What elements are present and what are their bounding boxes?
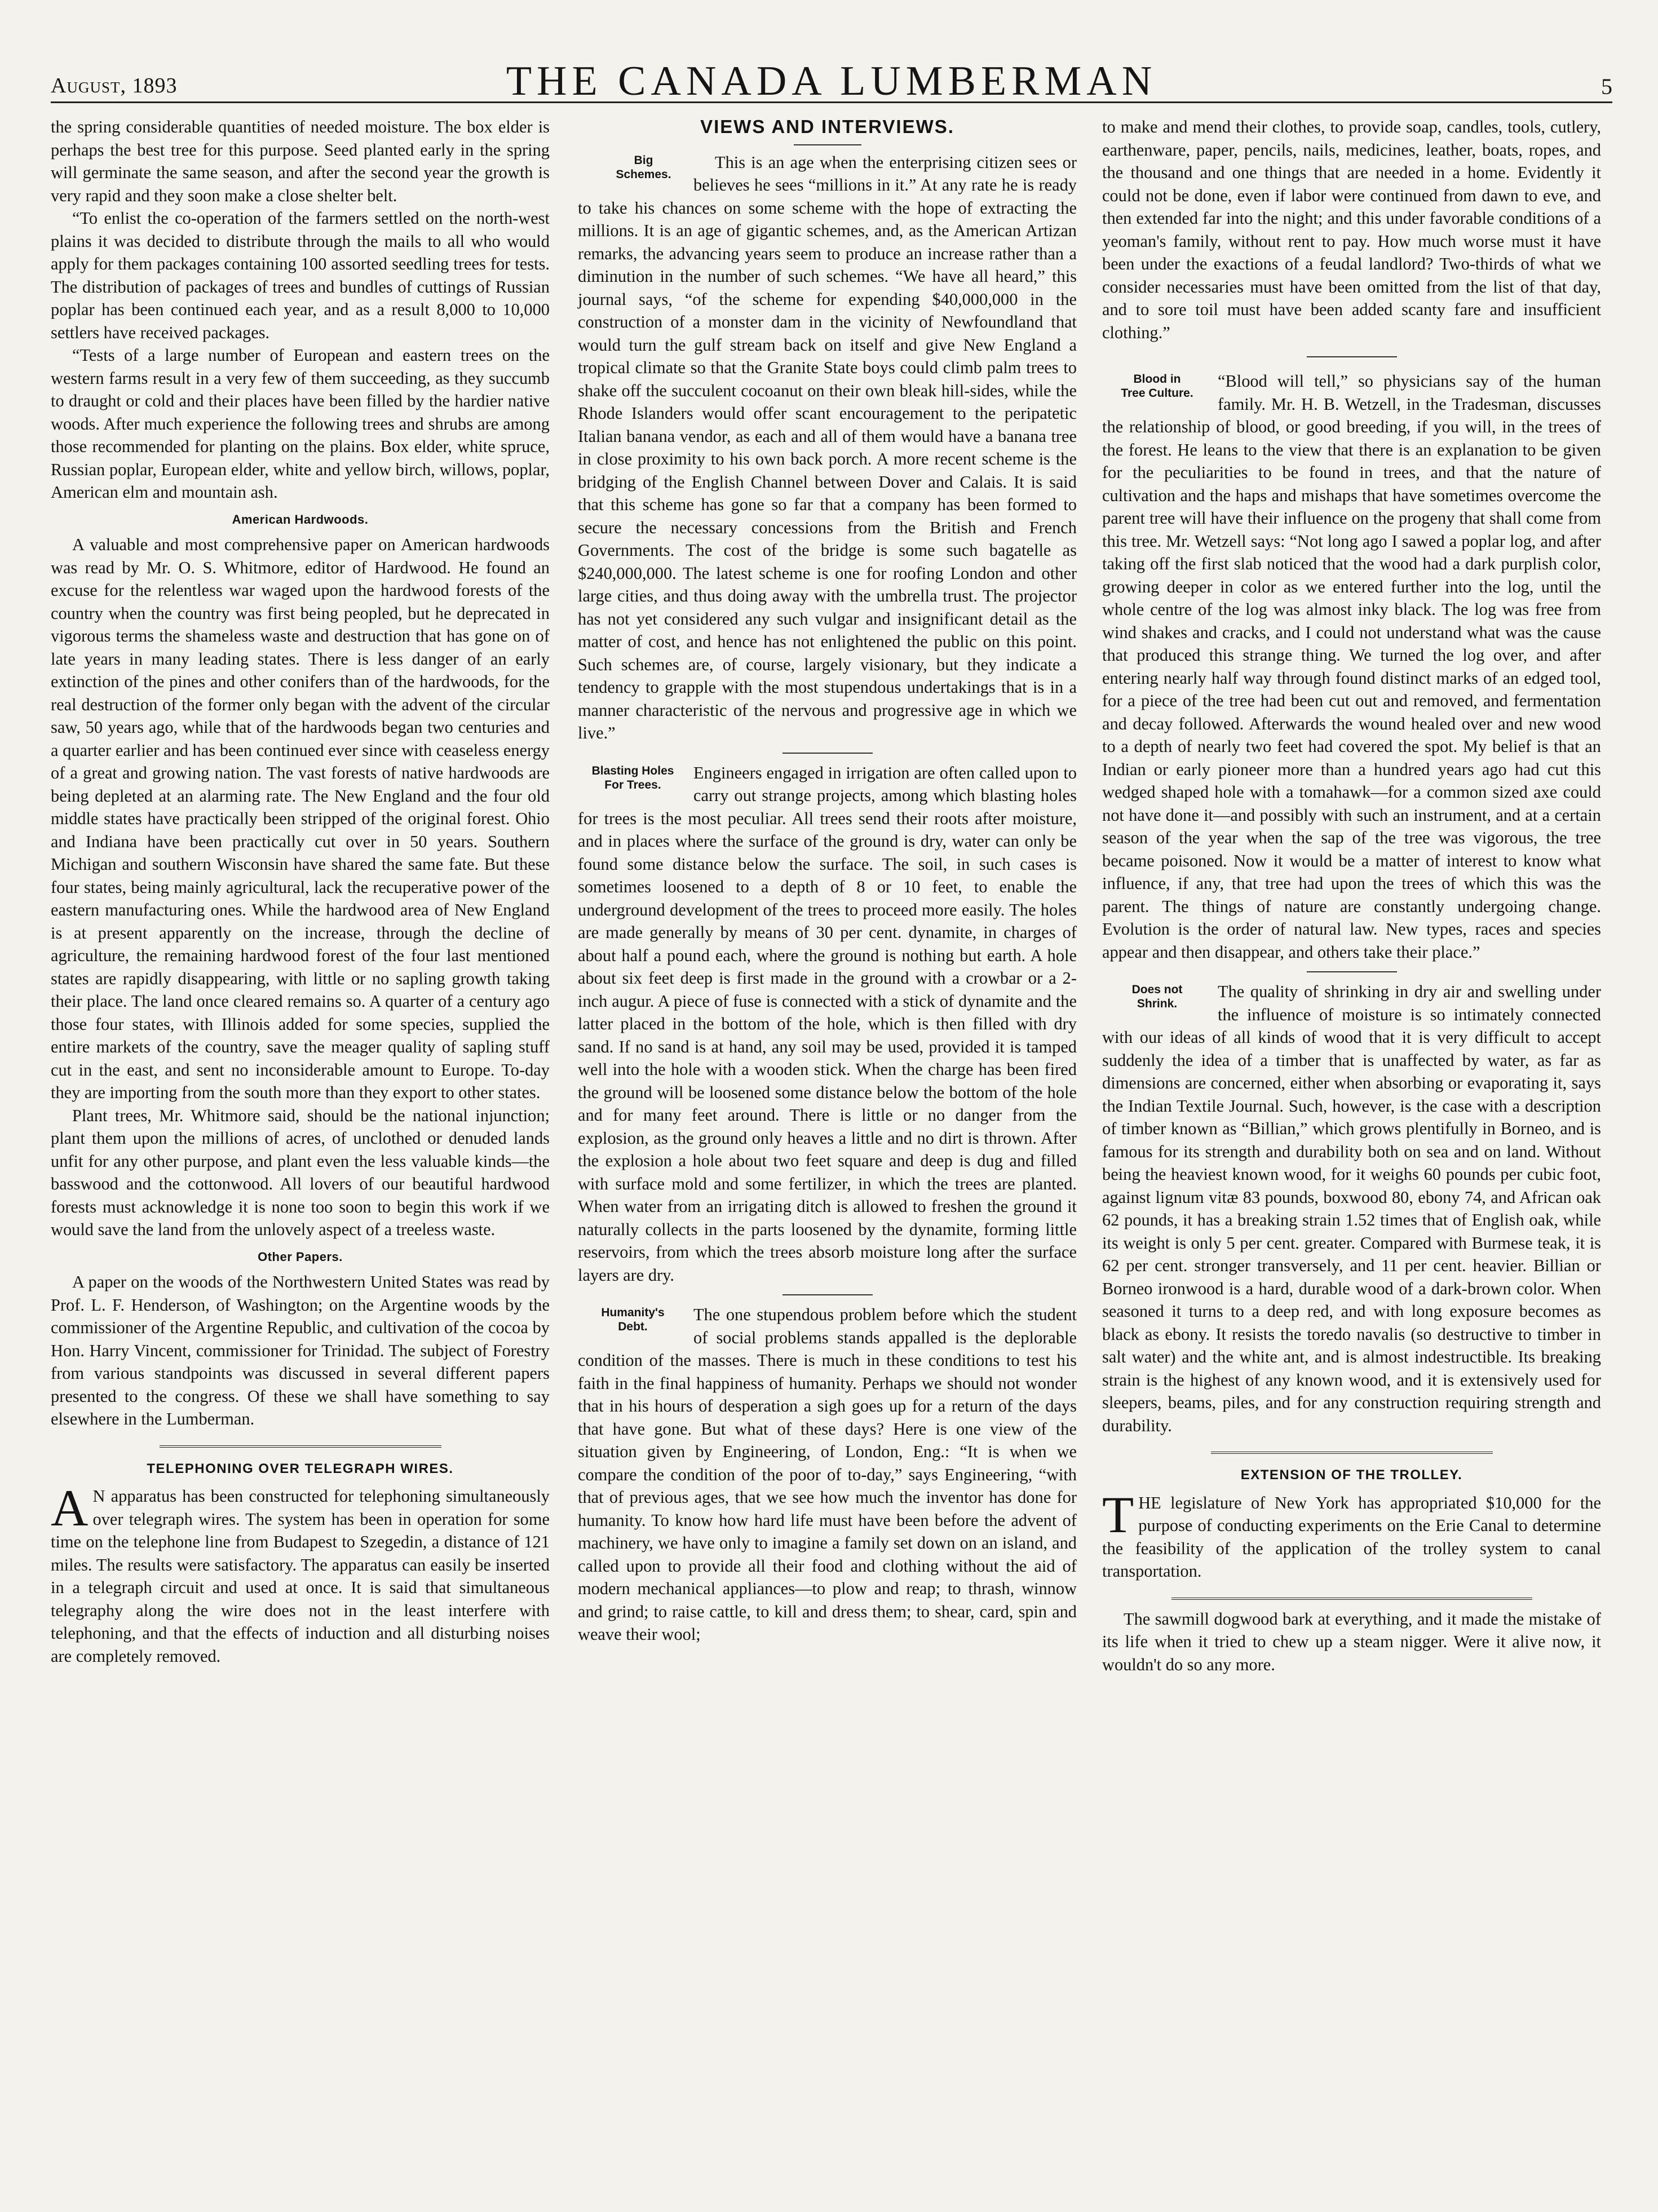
note-line: For Trees. [604, 778, 661, 791]
note-line: Shrink. [1137, 997, 1178, 1010]
margin-note-blasting-holes [578, 764, 688, 792]
column-1 [51, 116, 550, 1667]
item-divider [1307, 971, 1397, 972]
item-big-schemes [578, 151, 1077, 745]
note-line: Debt. [618, 1320, 648, 1333]
note-line: Does not [1131, 983, 1183, 996]
item-blasting-holes [578, 762, 1077, 1287]
item-blood-tree-culture [1102, 370, 1601, 963]
article-body-telephoning [51, 1479, 550, 1667]
note-line: Schemes. [616, 167, 671, 181]
item-does-not-shrink [1102, 980, 1601, 1437]
item-divider [1307, 356, 1397, 357]
paragraph: the spring considerable quantities of needed moisture. The box elder is perhaps the best tree for this purpose. Seed planted early in the spring will germinate the same season, and after the second year the growth is very rapid and they soon make a close shelter belt. [51, 117, 550, 205]
item-divider [782, 1294, 873, 1295]
column-3 [1102, 116, 1601, 1676]
item-text: The one stupendous problem before which the student of social problems stands appalled is the deplorable condition of the masses. There is much in these conditions to test his faith in the final happiness of humanity. Perhaps we should not wonder that in his hours of desperation a sigh goes up for a return of the days that have gone. But what of these days? Here is one view of the situation given by Engineering, of London, Eng.: “It is when we compare the condition of the poor of to-day,” says Engineering, “with that of previous ages, that we see how much the inventor has done for humanity. To know how hard life must have been before the advent of machinery, we have only to imagine a family set down on an island, and called upon to provide all their food and clothing without the aid of modern mechanical appliances—to plow and reap; to thrash, winnow and grind; to raise cattle, to kill and dress them; to shear, card, spin and weave their wool; [578, 1305, 1077, 1644]
title-rule [794, 144, 861, 145]
publication-title: THE CANADA LUMBERMAN [506, 58, 1157, 104]
note-line: Tree Culture. [1121, 387, 1193, 400]
item-text: “Blood will tell,” so physicians say of the human family. Mr. H. B. Wetzell, in the Tradesman, discusses the relationship of blood, or good breeding, if you will, in the trees of the forest. He leans to the view that there is an explanation to be given for the peculiarities to be found in trees, and that the nature of cultivation and the haps and mishaps that have sometimes overcome the parent tree will have their influence on the progeny that shall come from this tree. Mr. Wetzell says: “Not long ago I sawed a poplar log, and after taking off the first slab noticed that the wood had a dark purplish color, growing deeper in color as we entered further into the log, until the whole centre of the log was almost inky black. The log was free from wind shakes and cracks, and I could not understand what was the cause that produced this strange thing. We turned the log over, and after entering nearly half way through found distinct marks of an edged tool, for a piece of the tree had been cut out and removed, and fermentation and decay followed. Afterwards the wound healed over and new wood to a depth of nearly two feet had covered the spot. My belief is that an Indian or early pioneer more than a hundred years ago had cut this wedged shaped hole with a tomahawk—for a common sized axe could not have done it—and possibly with such an instrument, and at a certain season of the year when the sap of the tree was vigorous, the tree became poisoned. Now it would be a matter of interest to know what influence, if any, that tree had upon the trees of which this was the parent. The things of nature are constantly undergoing change. Evolution is the order of natural law. New types, races and species appear and then disappear, and others take their place.” [1102, 371, 1601, 962]
item-text: Engineers engaged in irrigation are often called upon to carry out strange projects, among which blasting holes for trees is the most peculiar. All trees send their roots after moisture, and in places where the surface of the ground is dry, water can only be found some distance below the surface. The soil, in such cases is sometimes loosened to a depth of 8 or 10 feet, to enable the underground development of the trees to proceed more easily. The holes are made generally by means of 30 per cent. dynamite, in charges of about half a pound each, where the ground is nothing but earth. A hole about six feet deep is first made in the ground with a crowbar or a 2-inch augur. A piece of fuse is connected with a stick of dynamite and the latter placed in the bottom of the hole, which is then filled with dry sand. If no sand is at hand, any soil may be used, provided it is tamped well into the hole with a wooden stick. When the charge has been fired the ground will be loosened some distance below the bottom of the hole and for many feet around. There is little or no danger from the explosion, as the ground only heaves a little and no dirt is thrown. After the explosion a hole about two feet square and deep is dug and filled with surface mold and some fertilizer, in which the trees are planted. When water from an irrigating ditch is allowed to freshen the ground it naturally collects in the parts loosened by the dynamite, forming little reservoirs, from which the trees absorb moisture long after the surface layers are dry. [578, 763, 1077, 1285]
issue-date: August, 1893 [51, 74, 178, 98]
article-body-trolley [1102, 1485, 1601, 1583]
note-line: Big [634, 153, 653, 167]
note-line: Blood in [1133, 373, 1181, 386]
paragraph-closing-item: The sawmill dogwood bark at everything, and it made the mistake of its life when it tried to chew up a steam nigger. Were it alive now, it wouldn't do so any more. [1102, 1609, 1601, 1674]
drop-cap: T [1102, 1485, 1134, 1543]
article-text: N apparatus has been constructed for telephoning simultaneously over telegraph wires. The system has been in operation for some time on the telephone line from Budapest to Szegedin, a distance of 121 miles. The results were satisfactory. The apparatus can easily be inserted in a telegraph circuit and used at once. It is said that simultaneous telegraphy along the wire does not in the least interfere with telephoning, and that the effects of induction and all disturbing noises are completely removed. [51, 1487, 550, 1666]
subheading-other-papers: Other Papers. [258, 1249, 343, 1264]
item-text: The quality of shrinking in dry air and swelling under the influence of moisture is so intimately connected with our ideas of all kinds of wood that it is very difficult to accept suddenly the idea of a timber that is unaffected by water, as far as dimensions are concerned, either when absorbing or evaporating it, says the Indian Textile Journal. Such, however, is the case with a description of timber known as “Billian,” which grows plentifully in Borneo, and is famous for its strength and durability both on sea and on land. Without being the heaviest known wood, for it weighs 60 pounds per cubic foot, against lignum vitæ 83 pounds, boxwood 80, ebony 74, and African oak 62 pounds, it has a breaking strain 1.52 times that of English oak, while its weight is only 5 per cent. greater. Compared with Burmese teak, it is 62 per cent. stronger transversely, and 11 per cent. heavier. Billian or Borneo ironwood is a hard, durable wood of a dark-brown color. When seasoned it turns to a deep red, and with long exposure becomes as black as ebony. It resists the toredo navalis (so destructive to timber in salt water) and the white ant, and is almost indestructible. Its breaking strain is the highest of any known wood, and it is extensively used for sleepers, beams, piles, and for any construction requiring strength and durability. [1102, 982, 1601, 1435]
page-number: 5 [1601, 74, 1612, 99]
paragraph: A paper on the woods of the Northwestern United States was read by Prof. L. F. Henderson, of Washington; on the Argentine woods by the commissioner of the Argentine Republic, and cultivation of the cocoa by Hon. Harry Vincent, commissioner for Trinidad. The subject of Forestry from various standpoints was discussed in several different papers presented to the congress. Of these we shall have something to say elsewhere in the Lumberman. [51, 1272, 550, 1428]
article-text: HE legislature of New York has appropriated $10,000 for the purpose of conducting experiments on the Erie Canal to determine the feasibility of the application of the trolley system to canal transportation. [1102, 1493, 1601, 1581]
masthead [51, 54, 1612, 105]
section-rule [1171, 1598, 1532, 1602]
margin-note-humanitys-debt [578, 1306, 688, 1334]
paragraph: “Tests of a large number of European and eastern trees on the western farms result in a very few of them succeeding, as they succumb to draught or cold and their places have been filled by the hardier native woods. After much experience the following trees and shrubs are among those recommended for planting on the plains. Box elder, white spruce, Russian poplar, European elder, white and yellow birch, willows, poplar, American elm and mountain ash. [51, 346, 550, 502]
margin-note-big-schemes [578, 153, 688, 182]
column-2 [578, 116, 1077, 1646]
note-line: Humanity's [601, 1306, 665, 1319]
margin-note-blood-tree-culture [1102, 372, 1212, 400]
paragraph: “To enlist the co-operation of the farmers settled on the north-west plains it was decided to distribute through the mails to all who would apply for them packages containing 100 assorted seedling trees for tests. The distribution of packages of trees and bundles of cuttings of Russian poplar has been continued each year, and as a result 8,000 to 10,000 settlers have received packages. [51, 209, 550, 342]
article-title-telephoning: TELEPHONING OVER TELEGRAPH WIRES. [147, 1461, 454, 1476]
item-text: This is an age when the enterprising citizen sees or believes he sees “millions in it.” At any rate he is ready to take his chances on some scheme with the hope of extracting the millions. It is an age of gigantic schemes, and, as the American Artizan remarks, the advancing years seem to produce an increase rather than a diminution in the number of such schemes. “We have all heard,” this journal says, “of the scheme for expending $40,000,000 in the construction of a monster dam in the vicinity of Newfoundland that would turn the gulf stream back on itself and give New England a tropical climate so that the Granite State boys could climb palm trees to shake off the succulent cocoanut on their own bleak hill-sides, while the Rhode Islanders would offer scant encouragement to the peripatetic Italian banana vendor, as each and all of them would have a banana tree in close proximity to his own back porch. A more recent scheme is the bridging of the English Channel between Dover and Calais. It is said that this scheme has gone so far that a company has been formed to secure the necessary concessions from the British and French Governments. The cost of the bridge is some such bagatelle as $240,000,000. The latest scheme is one for roofing London and other large cities, and thus doing away with the umbrella trust. The projector has not yet considered any such vulgar and insignificant detail as the matter of cost, and hence has not enlightened the public on this point. Such schemes are, of course, largely visionary, but they indicate a tendency to grapple with the most stupendous undertakings that is in a manner characteristic of the nervous and progressive age in which we live.” [578, 152, 1077, 742]
subheading-american-hardwoods: American Hardwoods. [232, 512, 369, 527]
section-title-views-interviews: VIEWS AND INTERVIEWS. [700, 116, 954, 137]
article-title-trolley: EXTENSION OF THE TROLLEY. [1240, 1467, 1463, 1483]
item-divider [782, 753, 873, 754]
note-line: Blasting Holes [591, 764, 674, 777]
section-rule [1211, 1452, 1493, 1456]
margin-note-does-not-shrink [1102, 983, 1212, 1011]
drop-cap: A [51, 1479, 89, 1537]
paragraph: A valuable and most comprehensive paper on American hardwoods was read by Mr. O. S. Whitmore, editor of Hardwood. He found an excuse for the relentless war waged upon the hardwood forests of the country when the country was first being peopled, but he deprecated in vigorous terms the shameless waste and destruction that has gone on of late years in many leading states. There is less danger of an early extinction of the pines and other conifers than of the hardwoods, for the real destruction of the former only began with the advent of the circular saw, 50 years ago, while that of the hardwoods began two centuries and a quarter earlier and has been continued ever since with ceaseless energy of a great and growing nation. The vast forests of native hardwoods are being depleted at an alarming rate. The New England and the four old middle states have practically been stripped of the original forest. Ohio and Indiana have been practically cut over in 50 years. Southern Michigan and southern Wisconsin have shared the same fate. But these four states, being mainly agricultural, lack the recuperative power of the eastern manufacturing ones. While the hardwood area of New England is at present apparently on the increase, through the decline of agriculture, the remaining hardwood forest of the four last mentioned states are rapidly disappearing, with little or no sapling growth taking their place. The land once cleared remains so. A quarter of a century ago those four states, with Illinois added for some species, supplied the entire markets of the country, save the meager quality of sapling stuff cut in the east, and sent no inconsiderable amount to Europe. To-day they are importing from the south more than they export to other states. [51, 535, 550, 1102]
section-rule [160, 1445, 441, 1450]
paragraph: Plant trees, Mr. Whitmore said, should be the national injunction; plant them upon the millions of acres, of unclothed or denuded lands unfit for any other purpose, and plant even the less valuable kinds—the basswood and the cottonwood. All lovers of our beautiful hardwood forests must acknowledge it is none too soon to begin this work if we would save the land from the unlovely aspect of a treeless waste. [51, 1105, 550, 1239]
item-humanitys-debt [578, 1303, 1077, 1646]
paragraph: to make and mend their clothes, to provide soap, candles, tools, cutlery, earthenware, paper, pencils, nails, medicines, leather, boats, ropes, and the thousand and one things that are needed in a home. Evidently it could not be done, even if labor were continued from dawn to eve, and then extended far into the night; and this under favorable conditions of a yeoman's family, without rent to pay. How much worse must it have been under the exactions of a feudal landlord? Two-thirds of what we consider necessaries must have been omitted from the list of that day, and to sore toil must have been added scanty fare and insufficient clothing.” [1102, 117, 1601, 342]
masthead-rule [51, 101, 1612, 103]
